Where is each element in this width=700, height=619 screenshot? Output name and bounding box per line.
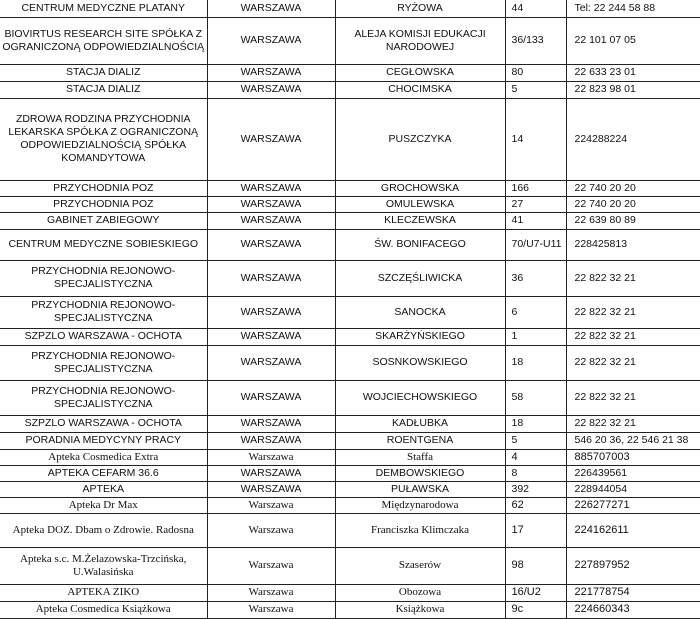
table-row (0, 584, 700, 601)
city: Warszawa (207, 497, 335, 513)
phone-number: 546 20 36, 22 546 21 38 (566, 432, 700, 449)
facility-name: CENTRUM MEDYCZNE SOBIESKIEGO (0, 229, 207, 260)
building-number: 9c (505, 601, 566, 618)
phone-number: 221778754 (566, 584, 700, 601)
phone-number: 228425813 (566, 229, 700, 260)
phone-number: 885707003 (566, 449, 700, 465)
city: WARSZAWA (207, 212, 335, 229)
city: WARSZAWA (207, 328, 335, 345)
building-number: 6 (505, 296, 566, 328)
street: CHOCIMSKA (335, 81, 505, 98)
building-number: 44 (505, 0, 566, 17)
street: PUŁAWSKA (335, 481, 505, 497)
phone-number: 22 639 80 89 (566, 212, 700, 229)
table-row (0, 465, 700, 481)
facility-name: BIOVIRTUS RESEARCH SITE SPÓŁKA Z OGRANICZONĄ ODPOWIEDZIALNOŚCIĄ (0, 17, 207, 64)
table-row (0, 415, 700, 432)
street: SZCZĘŚLIWICKA (335, 260, 505, 296)
city: WARSZAWA (207, 481, 335, 497)
facility-name: PRZYCHODNIA REJONOWO-SPECJALISTYCZNA (0, 260, 207, 296)
street: WOJCIECHOWSKIEGO (335, 380, 505, 415)
building-number: 166 (505, 180, 566, 196)
city: WARSZAWA (207, 0, 335, 17)
facility-name: APTEKA (0, 481, 207, 497)
building-number: 36 (505, 260, 566, 296)
city: WARSZAWA (207, 380, 335, 415)
building-number: 392 (505, 481, 566, 497)
building-number: 1 (505, 328, 566, 345)
table-row (0, 513, 700, 547)
table-row (0, 481, 700, 497)
phone-number: 22 822 32 21 (566, 345, 700, 380)
table-row (0, 380, 700, 415)
facility-name: STACJA DIALIZ (0, 81, 207, 98)
table-row (0, 328, 700, 345)
table-row (0, 81, 700, 98)
building-number: 98 (505, 547, 566, 584)
building-number: 18 (505, 345, 566, 380)
street: Franciszka Klimczaka (335, 513, 505, 547)
city: WARSZAWA (207, 196, 335, 212)
street: Międzynarodowa (335, 497, 505, 513)
street: SKARŻYŃSKIEGO (335, 328, 505, 345)
city: WARSZAWA (207, 260, 335, 296)
city: WARSZAWA (207, 432, 335, 449)
city: WARSZAWA (207, 296, 335, 328)
facility-name: STACJA DIALIZ (0, 64, 207, 81)
street: RYŻOWA (335, 0, 505, 17)
table-row (0, 98, 700, 180)
table-row (0, 212, 700, 229)
facility-name: APTEKA ZIKO (0, 584, 207, 601)
building-number: 18 (505, 415, 566, 432)
building-number: 16/U2 (505, 584, 566, 601)
building-number: 8 (505, 465, 566, 481)
table-row (0, 180, 700, 196)
city: Warszawa (207, 513, 335, 547)
table-row (0, 17, 700, 64)
facility-name: GABINET ZABIEGOWY (0, 212, 207, 229)
table-row (0, 449, 700, 465)
city: Warszawa (207, 601, 335, 618)
building-number: 27 (505, 196, 566, 212)
city: Warszawa (207, 547, 335, 584)
facility-name: Apteka s.c. M.Żelazowska-Trzcińska, U.Walasińska (0, 547, 207, 584)
street: Szaserów (335, 547, 505, 584)
city: Warszawa (207, 584, 335, 601)
building-number: 70/U7-U11 (505, 229, 566, 260)
table-row (0, 296, 700, 328)
table-row (0, 547, 700, 584)
city: WARSZAWA (207, 81, 335, 98)
street: Książkowa (335, 601, 505, 618)
phone-number: 22 822 32 21 (566, 296, 700, 328)
facility-name: Apteka Cosmedica Extra (0, 449, 207, 465)
facility-name: Apteka Dr Max (0, 497, 207, 513)
street: SANOCKA (335, 296, 505, 328)
city: WARSZAWA (207, 415, 335, 432)
phone-number: 22 823 98 01 (566, 81, 700, 98)
phone-number: 228944054 (566, 481, 700, 497)
city: WARSZAWA (207, 345, 335, 380)
city: WARSZAWA (207, 180, 335, 196)
building-number: 58 (505, 380, 566, 415)
street: DEMBOWSKIEGO (335, 465, 505, 481)
street: Obozowa (335, 584, 505, 601)
phone-number: Tel: 22 244 58 88 (566, 0, 700, 17)
phone-number: 226277271 (566, 497, 700, 513)
phone-number: 226439561 (566, 465, 700, 481)
phone-number: 224288224 (566, 98, 700, 180)
phone-number: 22 740 20 20 (566, 196, 700, 212)
building-number: 80 (505, 64, 566, 81)
table-row (0, 497, 700, 513)
city: WARSZAWA (207, 229, 335, 260)
facility-name: Apteka Cosmedica Książkowa (0, 601, 207, 618)
facility-name: PORADNIA MEDYCYNY PRACY (0, 432, 207, 449)
street: KADŁUBKA (335, 415, 505, 432)
street: PUSZCZYKA (335, 98, 505, 180)
building-number: 41 (505, 212, 566, 229)
building-number: 14 (505, 98, 566, 180)
table-row (0, 345, 700, 380)
facility-name: CENTRUM MEDYCZNE PLATANY (0, 0, 207, 17)
phone-number: 224660343 (566, 601, 700, 618)
table-row (0, 196, 700, 212)
building-number: 5 (505, 81, 566, 98)
facility-name: PRZYCHODNIA POZ (0, 180, 207, 196)
building-number: 62 (505, 497, 566, 513)
building-number: 17 (505, 513, 566, 547)
phone-number: 227897952 (566, 547, 700, 584)
phone-number: 22 740 20 20 (566, 180, 700, 196)
street: SOSNKOWSKIEGO (335, 345, 505, 380)
street: ŚW. BONIFACEGO (335, 229, 505, 260)
street: GROCHOWSKA (335, 180, 505, 196)
facility-name: APTEKA CEFARM 36.6 (0, 465, 207, 481)
facility-name: PRZYCHODNIA REJONOWO-SPECJALISTYCZNA (0, 380, 207, 415)
facility-name: SZPZLO WARSZAWA - OCHOTA (0, 415, 207, 432)
building-number: 36/133 (505, 17, 566, 64)
city: WARSZAWA (207, 98, 335, 180)
table-row (0, 260, 700, 296)
facility-name: Apteka DOZ. Dbam o Zdrowie. Radosna (0, 513, 207, 547)
phone-number: 22 822 32 21 (566, 328, 700, 345)
building-number: 4 (505, 449, 566, 465)
table-row (0, 601, 700, 618)
table-row (0, 229, 700, 260)
city: WARSZAWA (207, 465, 335, 481)
facility-name: PRZYCHODNIA REJONOWO-SPECJALISTYCZNA (0, 345, 207, 380)
facility-name: PRZYCHODNIA REJONOWO-SPECJALISTYCZNA (0, 296, 207, 328)
city: WARSZAWA (207, 64, 335, 81)
city: WARSZAWA (207, 17, 335, 64)
phone-number: 22 822 32 21 (566, 380, 700, 415)
facility-name: PRZYCHODNIA POZ (0, 196, 207, 212)
street: KLECZEWSKA (335, 212, 505, 229)
street: ROENTGENA (335, 432, 505, 449)
phone-number: 22 822 32 21 (566, 415, 700, 432)
street: CEGŁOWSKA (335, 64, 505, 81)
phone-number: 22 101 07 05 (566, 17, 700, 64)
phone-number: 22 822 32 21 (566, 260, 700, 296)
building-number: 5 (505, 432, 566, 449)
table-row (0, 0, 700, 17)
street: OMULEWSKA (335, 196, 505, 212)
facility-name: ZDROWA RODZINA PRZYCHODNIA LEKARSKA SPÓŁKA Z OGRANICZONĄ ODPOWIEDZIALNOŚCIĄ SPÓŁKA KOMANDYTOWA (0, 98, 207, 180)
phone-number: 224162611 (566, 513, 700, 547)
table-row (0, 64, 700, 81)
street: Staffa (335, 449, 505, 465)
facility-name: SZPZLO WARSZAWA - OCHOTA (0, 328, 207, 345)
table-row (0, 432, 700, 449)
street: ALEJA KOMISJI EDUKACJI NARODOWEJ (335, 17, 505, 64)
phone-number: 22 633 23 01 (566, 64, 700, 81)
city: Warszawa (207, 449, 335, 465)
